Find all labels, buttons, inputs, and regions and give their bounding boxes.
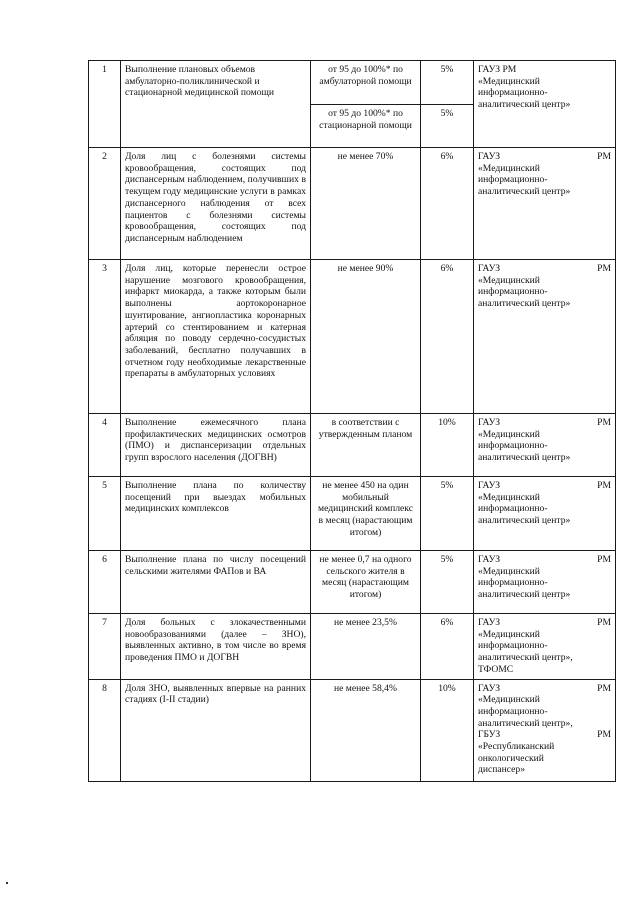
indicator-text: Доля лиц с болезнями системы кровообращения, состоящих под диспансерным наблюдением, получивших в текущем году медицинские услуги в рамках диспансерного наблюдения от всех пациентов с болезнями системы кровообращения, состоящих под диспансерным наблюдением bbox=[121, 148, 311, 260]
responsible-org-line: информационно- bbox=[478, 705, 548, 717]
responsible-org-line: «Медицинский bbox=[478, 491, 540, 503]
responsible-org-line: «Медицинский bbox=[478, 565, 540, 577]
indicator-text: Доля ЗНО, выявленных впервые на ранних стадиях (I-II стадии) bbox=[121, 679, 311, 781]
weight-value: 6% bbox=[421, 148, 474, 260]
responsible-org-line: онкологический bbox=[478, 752, 544, 764]
responsible-org-line: ГАУЗ РМ bbox=[478, 263, 611, 274]
responsible-org-line: ГАУЗ РМ bbox=[478, 151, 611, 162]
weight-value: 5% bbox=[421, 105, 474, 148]
responsible-org-line: ГАУЗ РМ bbox=[478, 617, 611, 628]
responsible-org-line: аналитический центр», bbox=[478, 652, 573, 664]
responsible-org-line: ГАУЗ РМ bbox=[478, 64, 517, 75]
responsible-org bbox=[474, 477, 616, 551]
responsible-org-line: информационно- bbox=[478, 440, 548, 452]
responsible-org bbox=[474, 148, 616, 260]
row-number: 1 bbox=[89, 61, 121, 148]
row-number: 6 bbox=[89, 551, 121, 614]
row-number: 3 bbox=[89, 260, 121, 414]
table-row bbox=[89, 260, 616, 414]
indicator-text: Выполнение плана по числу посещений сельскими жителями ФАПов и ВА bbox=[121, 551, 311, 614]
table-row bbox=[89, 679, 616, 781]
target-value: в соответствии с утвержденным планом bbox=[311, 414, 421, 477]
responsible-org-line: информационно- bbox=[478, 640, 548, 652]
responsible-org-line: «Республиканский bbox=[478, 741, 555, 753]
responsible-org-line: «Медицинский bbox=[478, 162, 540, 174]
weight-value: 6% bbox=[421, 614, 474, 680]
responsible-org bbox=[474, 61, 616, 148]
table-row bbox=[89, 551, 616, 614]
responsible-org bbox=[474, 614, 616, 680]
target-value: не менее 58,4% bbox=[311, 679, 421, 781]
responsible-org-line: аналитический центр» bbox=[478, 99, 571, 111]
responsible-org-line: ГАУЗ РМ bbox=[478, 554, 611, 565]
row-number: 4 bbox=[89, 414, 121, 477]
weight-value: 5% bbox=[421, 551, 474, 614]
indicators-table bbox=[88, 60, 616, 782]
responsible-org-line: «Медицинский bbox=[478, 75, 540, 87]
responsible-org-line: ГАУЗ РМ bbox=[478, 480, 611, 491]
responsible-org-line: «Медицинский bbox=[478, 694, 540, 706]
table-row bbox=[89, 614, 616, 680]
responsible-org-line: аналитический центр» bbox=[478, 589, 571, 601]
responsible-org-line: аналитический центр» bbox=[478, 515, 571, 527]
indicator-text: Выполнение плана по количеству посещений при выездах мобильных медицинских комплексов bbox=[121, 477, 311, 551]
responsible-org-line: ГБУЗ РМ bbox=[478, 729, 611, 741]
target-value: не менее 70% bbox=[311, 148, 421, 260]
responsible-org-line: информационно- bbox=[478, 577, 548, 589]
indicator-text: Доля больных с злокачественными новообразованиями (далее – ЗНО), выявленных активно, в том числе во время проведения ПМО и ДОГВН bbox=[121, 614, 311, 680]
responsible-org-line: ГАУЗ РМ bbox=[478, 682, 611, 694]
target-value: не менее 0,7 на одного сельского жителя в месяц (нарастающим итогом) bbox=[311, 551, 421, 614]
weight-value: 10% bbox=[421, 414, 474, 477]
target-value: не менее 90% bbox=[311, 260, 421, 414]
target-value: не менее 23,5% bbox=[311, 614, 421, 680]
weight-value: 6% bbox=[421, 260, 474, 414]
target-value: не менее 450 на один мобильный медицинский комплекс в месяц (нарастающим итогом) bbox=[311, 477, 421, 551]
responsible-org-line: аналитический центр» bbox=[478, 452, 571, 464]
responsible-org-line: ГАУЗ РМ bbox=[478, 417, 611, 428]
indicator-text: Выполнение ежемесячного плана профилактических медицинских осмотров (ПМО) и диспансеризации отдельных групп взрослого населения (ДОГВН) bbox=[121, 414, 311, 477]
responsible-org-line: информационно- bbox=[478, 174, 548, 186]
responsible-org-line: аналитический центр», bbox=[478, 717, 573, 729]
responsible-org-line: аналитический центр» bbox=[478, 298, 571, 310]
responsible-org bbox=[474, 679, 616, 781]
weight-value: 5% bbox=[421, 61, 474, 105]
table-row bbox=[89, 61, 616, 105]
row-number: 8 bbox=[89, 679, 121, 781]
row-number: 7 bbox=[89, 614, 121, 680]
target-value: от 95 до 100%* по стационарной помощи bbox=[311, 105, 421, 148]
responsible-org-line: информационно- bbox=[478, 503, 548, 515]
weight-value: 10% bbox=[421, 679, 474, 781]
indicator-text: Выполнение плановых объемов амбулаторно-поликлинической и стационарной медицинской помощи bbox=[121, 61, 311, 148]
responsible-org-line: информационно- bbox=[478, 286, 548, 298]
responsible-org-line: «Медицинский bbox=[478, 428, 540, 440]
table-row bbox=[89, 414, 616, 477]
target-value: от 95 до 100%* по амбулаторной помощи bbox=[311, 61, 421, 105]
weight-value: 5% bbox=[421, 477, 474, 551]
scan-speck bbox=[6, 882, 8, 884]
responsible-org-line: диспансер» bbox=[478, 764, 526, 776]
responsible-org bbox=[474, 414, 616, 477]
responsible-org-line: ТФОМС bbox=[478, 663, 514, 675]
table-row bbox=[89, 477, 616, 551]
responsible-org-line: «Медицинский bbox=[478, 274, 540, 286]
responsible-org-line: «Медицинский bbox=[478, 628, 540, 640]
responsible-org bbox=[474, 260, 616, 414]
table-row bbox=[89, 148, 616, 260]
row-number: 5 bbox=[89, 477, 121, 551]
responsible-org-line: аналитический центр» bbox=[478, 186, 571, 198]
row-number: 2 bbox=[89, 148, 121, 260]
responsible-org bbox=[474, 551, 616, 614]
indicator-text: Доля лиц, которые перенесли острое нарушение мозгового кровообращения, инфаркт миокарда, а также которым были выполнены аортокоронарное шунтирование, ангиопластика коронарных артерий со стентированием и катерная абляция по поводу сердечно-сосудистых заболеваний, бесплатно получавших в отчетном году необходимые лекарственные препараты в амбулаторных условиях bbox=[121, 260, 311, 414]
responsible-org-line: информационно- bbox=[478, 87, 548, 99]
